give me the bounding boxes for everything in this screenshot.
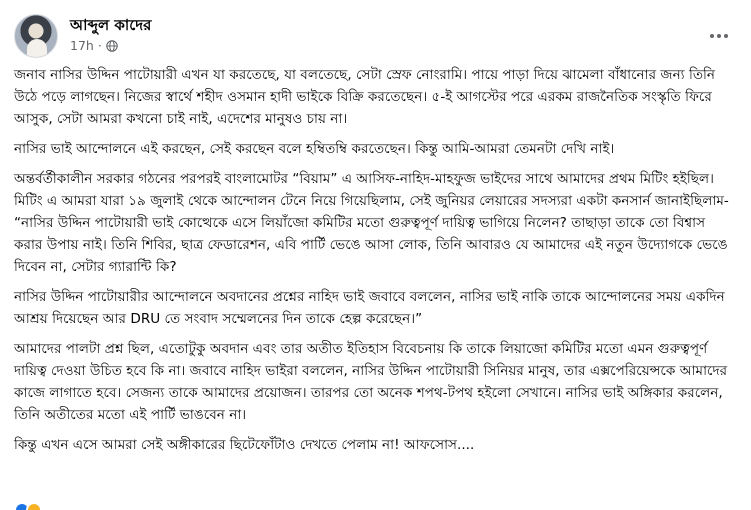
reactions-bar[interactable] <box>14 502 38 510</box>
post-paragraph: নাসির উদ্দিন পাটোয়ারীর আন্দোলনে অবদানের প্রশ্নের নাহিদ ভাই জবাবে বললেন, নাসির ভাই নাকি তাকে আন্দোলনের সময় একদিন আশ্রয় দিয়েছেন আর DRU তে সংবাদ সম্মেলনের দিন তাকে হেল্প করেছেন।” <box>14 289 725 327</box>
post-paragraph: অন্তর্বর্তীকালীন সরকার গঠনের পরপরই বাংলামোটর “বিয়াম” এ আসিফ-নাহিদ-মাহফুজ ভাইদের সাথে আমাদের প্রথম মিটিং হইছিল। মিটিং এ আমরা যারা ১৯ জুলাই থেকে আন্দোলন টেনে নিয়ে গিয়েছিলাম, সেই জুনিয়র লেয়ারের সদস্যরা একটা কনসার্ন জানাইছিলাম- “নাসির উদ্দিন পাটোয়ারী ভাই কোত্থেকে এসে লিয়াঁজো কমিটির মতো গুরুত্বপূর্ণ দায়িত্ব ভাগিয়ে নিলেন? তাছাড়া তাকে তো বিশ্বাস করার উপায় নাই। তিনি শিবির, ছাত্র ফেডারেশন, এবি পার্টি ভেঙে আসা লোক, তিনি আবারও যে আমাদের এই নতুন উদ্যোগকে ভেঙে দিবেন না, সেটার গ্যারান্টি কি? <box>14 171 729 275</box>
post-paragraph: জনাব নাসির উদ্দিন পাটোয়ারী এখন যা করতেছে, যা বলতেছে, সেটা স্রেফ নোংরামি। পায়ে পাড়া দিয়ে ঝামেলা বাঁধানোর জন্য তিনি উঠে পড়ে লাগছেন। নিজের স্বার্থে শহীদ ওসমান হাদী ভাইকে বিক্রি করতেছেন। ৫-ই আগস্টের পরে এরকম রাজনৈতিক সংস্কৃতি ফিরে আসুক, সেটা আমরা কখনো চাই নাই, এদেশের মানুষও চায় না। <box>14 67 716 127</box>
avatar[interactable] <box>14 14 58 58</box>
post-paragraph: নাসির ভাই আন্দোলনে এই করছেন, সেই করছেন বলে হম্বিতম্বি করতেছেন। কিন্তু আমি-আমরা তেমনটা দেখি নাই। <box>14 141 615 157</box>
post-body <box>14 64 736 464</box>
post-header <box>14 12 737 60</box>
post-time[interactable]: 17h <box>70 38 94 53</box>
meta-separator: · <box>97 38 102 53</box>
author-name[interactable]: আব্দুল কাদের <box>70 16 152 34</box>
post-meta <box>70 38 118 53</box>
post-paragraph: কিন্তু এখন এসে আমরা সেই অঙ্গীকারের ছিটেফোঁটাও দেখতে পেলাম না! আফসোস.... <box>14 437 475 453</box>
more-options-icon[interactable] <box>705 22 733 50</box>
globe-icon <box>106 40 118 52</box>
haha-reaction-icon <box>26 502 42 510</box>
post-paragraph: আমাদের পালটা প্রশ্ন ছিল, এতোটুকু অবদান এবং তার অতীত ইতিহাস বিবেচনায় কি তাকে লিয়াজো কমিটির মতো এমন গুরুত্বপূর্ণ দায়িত্ব দেওয়া উচিত হবে কি না। জবাবে নাহিদ ভাইরা বললেন, নাসির উদ্দিন পাটোয়ারী সিনিয়র মানুষ, তার এক্সপেরিয়েন্সকে আমাদের কাজে লাগাতে হবে। সেজন্য তাকে আমাদের প্রয়োজন। তারপর তো অনেক শপথ-টপথ হইলো সেখানে। নাসির ভাই অঙ্গিকার করলেন, তিনি অতীতের মতো এই পার্টি ভাঙবেন না। <box>14 341 728 423</box>
